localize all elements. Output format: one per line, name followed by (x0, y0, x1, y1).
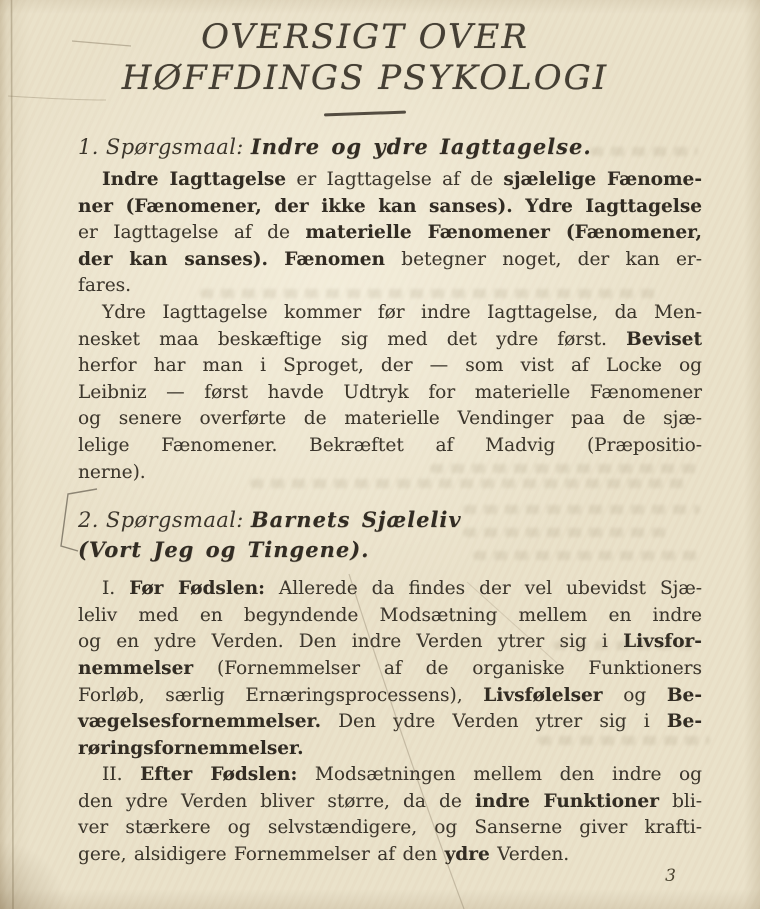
text-segment: Indre og ydre Iagttagelse. (250, 134, 592, 159)
text-line (78, 300, 702, 327)
text-segment: (Fornemmelser af de organiske Funktioners (193, 657, 702, 679)
text-line (78, 380, 702, 407)
document-title (0, 17, 730, 115)
text-line (78, 736, 702, 763)
section-heading (78, 505, 702, 565)
paragraph (78, 576, 702, 762)
text-segment: og (602, 684, 667, 706)
text-segment: Livsfølelser (483, 684, 603, 706)
text-line (78, 656, 702, 683)
text-line (78, 576, 702, 603)
paragraph (78, 762, 702, 868)
text-segment: indre Funktioner (474, 790, 659, 812)
text-segment: Efter Fødslen: (140, 764, 298, 786)
text-segment: Fænomen (284, 248, 385, 270)
text-line (78, 535, 702, 565)
text-segment: Barnets Sjæleliv (250, 507, 462, 533)
text-segment: gere, alsidigere Fornemmelser af den (78, 844, 445, 866)
text-segment: og en ydre Verden. Den indre Verden ytrer sig i (78, 631, 624, 653)
page-content (0, 17, 760, 869)
text-segment: bli- (658, 790, 703, 812)
paragraph (78, 300, 702, 486)
text-line (78, 220, 702, 247)
text-line (78, 132, 702, 162)
text-line (78, 629, 702, 656)
text-segment: nerne). (78, 461, 146, 483)
paragraph (78, 167, 702, 300)
text-line (78, 167, 702, 194)
text-segment: betegner noget, der kan er- (385, 248, 702, 270)
text-segment: Modsætningen mellem den indre og (297, 764, 702, 786)
text-segment: ner (Fænomener, der ikke kan sanses). Ydre Iagttagelse (78, 195, 702, 217)
text-line (78, 433, 702, 460)
text-segment: Livsfor- (623, 631, 702, 653)
section-heading (78, 132, 702, 162)
text-line (78, 273, 702, 300)
text-line (78, 842, 702, 869)
text-line (78, 789, 702, 816)
text-segment: Før Fødslen: (129, 578, 265, 600)
text-column (0, 132, 760, 869)
text-segment: I. (102, 578, 130, 600)
text-segment: lelige Fænomener. Bekræftet af Madvig (Præpositio- (78, 434, 702, 456)
text-line (78, 194, 702, 221)
text-segment: Indre Iagttagelse (102, 169, 287, 190)
text-segment: fares. (78, 275, 132, 297)
text-segment: den ydre Verden bliver større, da de (78, 790, 475, 812)
text-segment: Verden. (489, 844, 570, 866)
text-segment: nemmelser (78, 657, 194, 679)
text-line (78, 505, 702, 535)
text-line (78, 603, 702, 630)
text-line (78, 406, 702, 433)
text-segment: ver stærkere og selvstændigere, og Sanserne giver krafti- (78, 817, 702, 839)
text-segment: røringsfornemmelser. (78, 737, 304, 759)
text-line (78, 327, 702, 354)
text-line (78, 460, 702, 487)
text-segment: vægelsesfornemmelser. (78, 711, 322, 733)
text-segment: Den ydre Verden ytrer sig i (321, 711, 667, 733)
text-segment: II. (102, 764, 141, 786)
text-segment: nesket maa beskæftige sig med det ydre først. (78, 328, 627, 350)
text-segment: er Iagttagelse af de (78, 222, 306, 244)
text-segment: Forløb, særlig Ernæringsprocessens), (78, 684, 484, 706)
title-line-2: HØFFDINGS PSYKOLOGI (121, 58, 609, 98)
text-line (78, 762, 702, 789)
text-segment: sjælelige Fænome- (503, 169, 703, 190)
text-segment: Be- (666, 684, 702, 706)
text-segment: leliv med en begyndende Modsætning mellem en indre (78, 604, 702, 626)
text-line (78, 353, 702, 380)
text-segment: 1. Spørgsmaal: (78, 135, 251, 159)
text-segment: Leibniz — først havde Udtryk for materielle Fænomener (78, 381, 702, 403)
text-segment: materielle Fænomener (Fænomener, (305, 222, 702, 244)
text-segment: Allerede da findes der vel ubevidst Sjæ- (264, 578, 702, 600)
text-segment: (Vort Jeg og Tingene). (78, 537, 370, 563)
text-segment: herfor har man i Sproget, der — som vist af Locke og (78, 355, 702, 377)
text-segment: der kan sanses). (78, 248, 268, 270)
title-line-1: OVERSIGT OVER (201, 17, 529, 57)
text-line (78, 247, 702, 274)
text-segment: og senere overførte de materielle Vendinger paa de sjæ- (78, 408, 702, 430)
page-number: 3 (665, 866, 676, 886)
text-segment: Be- (666, 711, 702, 733)
text-segment: 2. Spørgsmaal: (78, 508, 251, 533)
text-segment: Beviset (626, 328, 702, 350)
text-line (78, 683, 702, 710)
text-segment: er Iagttagelse af de (286, 169, 504, 190)
text-segment (268, 249, 284, 270)
text-segment: Ydre Iagttagelse kommer før indre Iagttagelse, da Men- (102, 301, 702, 323)
title-rule (324, 111, 406, 117)
text-line (78, 815, 702, 842)
text-line (78, 709, 702, 736)
text-segment: ydre (444, 844, 490, 866)
